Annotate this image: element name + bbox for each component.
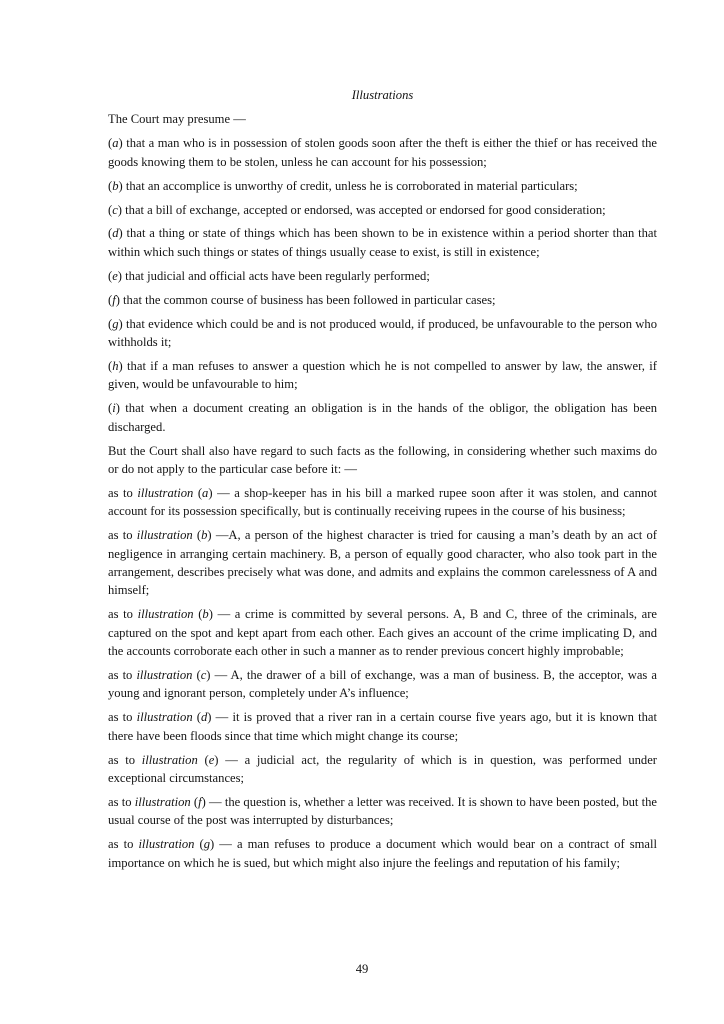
presumption-paragraph [108, 291, 657, 309]
presumption-text: that a man who is in possession of stolen goods soon after the theft is either the thief or has received the goods knowing them to be stolen, unless he can account for his possession; [108, 136, 657, 169]
presumption-label: (g) [108, 316, 123, 331]
illustrations-heading: Illustrations [351, 88, 414, 102]
case-illustration-word: illustration [137, 607, 194, 622]
case-text: — a man refuses to produce a document which would bear on a contract of small importance on which he is sued, but which might also injure the feelings and reputation of his family; [108, 837, 657, 870]
presumption-label: (a) [108, 136, 123, 151]
case-text: — it is proved that a river ran in a certain course five years ago, but it is known that there have been floods since that time which might change its course; [108, 710, 657, 743]
case-text: — A, the drawer of a bill of exchange, was a man of business. B, the acceptor, was a young and ignorant person, completely under A’s influence; [108, 667, 657, 701]
case-text: — a crime is committed by several persons. A, B and C, three of the criminals, are captured on the spot and kept apart from each other. Each gives an account of the crime implicating D, and the accounts corroborate each other in such a manner as to render previous concert highly improbable; [108, 607, 658, 659]
presumption-text: that when a document creating an obligation is in the hands of the obligor, the obligation has been discharged. [108, 401, 657, 434]
case-label: (f) [190, 794, 206, 809]
case-paragraph [108, 793, 657, 830]
case-prefix: as to [108, 607, 138, 622]
case-illustration-word: illustration [138, 837, 195, 852]
regard-paragraph [108, 442, 657, 479]
presumption-label: (b) [108, 178, 123, 193]
presumption-paragraph [108, 357, 657, 394]
case-paragraph [108, 751, 657, 788]
presumption-paragraph [108, 177, 657, 195]
case-label: (c) [192, 667, 211, 682]
case-label: (b) [192, 528, 212, 543]
case-label: (g) [194, 837, 215, 852]
case-illustration-word: illustration [136, 710, 193, 725]
case-text: — a shop-keeper has in his bill a marked rupee soon after it was stolen, and cannot account for its possession specifically, but is continually receiving rupees in the course of his business; [108, 485, 657, 519]
presumption-paragraph [108, 134, 657, 171]
presumption-text: that a bill of exchange, accepted or endorsed, was accepted or endorsed for good consideration; [122, 202, 606, 217]
case-prefix: as to [108, 837, 139, 852]
case-label: (e) [197, 752, 219, 767]
presumption-text: that a thing or state of things which has been shown to be in existence within a period shorter than that within which such things or states of things usually cease to exist, is still in existence; [108, 226, 657, 259]
case-prefix: as to [108, 710, 137, 725]
case-illustration-word: illustration [136, 667, 193, 682]
case-illustration-word: illustration [134, 794, 191, 809]
presumption-text: that the common course of business has been followed in particular cases; [119, 292, 496, 307]
case-paragraph [108, 666, 657, 703]
case-prefix: as to [108, 794, 135, 809]
case-illustration-word: illustration [137, 485, 194, 500]
case-text: — a judicial act, the regularity of which is in question, was performed under exceptional circumstances; [108, 752, 657, 785]
case-paragraph [108, 708, 657, 745]
cases-list [108, 484, 657, 872]
presumption-label: (f) [108, 292, 120, 307]
presumption-text: that an accomplice is unworthy of credit, unless he is corroborated in material particulars; [122, 178, 578, 193]
case-illustration-word: illustration [141, 752, 198, 767]
case-prefix: as to [108, 485, 138, 500]
presumption-label: (i) [108, 401, 120, 416]
case-paragraph [108, 835, 657, 872]
regard-text: But the Court shall also have regard to such facts as the following, in considering whether such maxims do or do not apply to the particular case before it: — [108, 443, 657, 476]
presumption-text: that if a man refuses to answer a question which he is not compelled to answer by law, the answer, if given, would be unfavourable to him; [108, 358, 657, 392]
case-prefix: as to [108, 667, 137, 682]
case-label: (b) [193, 607, 213, 622]
case-label: (d) [192, 710, 212, 725]
case-paragraph [108, 484, 657, 521]
presumption-paragraph [108, 224, 657, 261]
presumption-paragraph [108, 315, 657, 352]
intro-paragraph [108, 110, 657, 128]
presumption-label: (h) [108, 358, 123, 373]
intro-text: The Court may presume — [108, 112, 246, 127]
case-paragraph [108, 526, 657, 600]
case-prefix: as to [108, 528, 137, 543]
presumption-label: (e) [108, 268, 122, 283]
presumption-label: (c) [108, 202, 122, 217]
presumption-label: (d) [108, 226, 123, 241]
document-page [108, 86, 657, 878]
case-paragraph [108, 605, 657, 660]
presumption-text: that judicial and official acts have been regularly performed; [122, 268, 430, 283]
presumptions-list [108, 134, 657, 436]
case-text: — the question is, whether a letter was received. It is shown to have been posted, but the usual course of the post was interrupted by disturbances; [108, 794, 658, 828]
case-label: (a) [193, 485, 213, 500]
case-illustration-word: illustration [136, 528, 193, 543]
presumption-paragraph [108, 267, 657, 285]
case-prefix: as to [108, 752, 142, 767]
presumption-paragraph [108, 201, 657, 219]
presumption-text: that evidence which could be and is not produced would, if produced, be unfavourable to the person who withholds it; [108, 316, 657, 349]
case-text: —A, a person of the highest character is tried for causing a man’s death by an act of negligence in arranging certain machinery. B, a person of equally good character, who also took part in the arrangement, describes precisely what was done, and admits and explains the common carelessness of A and himself; [108, 528, 657, 598]
presumption-paragraph [108, 399, 657, 436]
page-number: 49 [355, 962, 369, 976]
